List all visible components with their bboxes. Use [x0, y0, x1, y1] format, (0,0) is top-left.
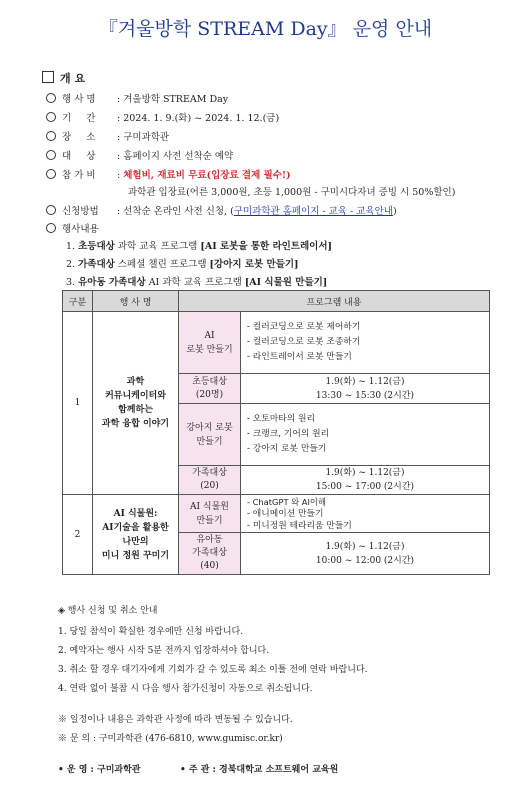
page-title: 『겨울방학 STREAM Day』 운영 안내 — [98, 18, 433, 40]
info-target: 대 상 : 홈페이지 사전 선착순 예약 — [46, 148, 233, 162]
header-category: 구분 — [63, 291, 93, 312]
target-cell: 가족대상 (20) — [179, 466, 241, 495]
info-contents: 행사내용 — [46, 221, 99, 235]
event-name-cell: 과학 커뮤니케이터와 함께하는 과학 융합 이야기 — [93, 312, 179, 495]
notice-title: ◈ 행사 신청 및 취소 안내 — [58, 606, 158, 616]
table-header-row — [63, 291, 490, 312]
row-number: 1 — [63, 312, 93, 495]
homepage-link[interactable]: 구미과학관 홈페이지 - 교육 - 교육안내 — [233, 206, 393, 217]
table-row — [63, 495, 490, 533]
notice-item: 3. 취소 할 경우 대기자에게 기회가 갈 수 있도록 최소 이틀 전에 연락 바랍니다. — [58, 665, 368, 675]
footer-operator: • 운 영 : 구미과학관 — [58, 765, 141, 775]
circle-bullet-icon — [46, 131, 56, 141]
notice-item: 2. 예약자는 행사 시작 5분 전까지 입장하셔야 합니다. — [58, 646, 270, 656]
circle-bullet-icon — [46, 112, 56, 122]
notice-item: 4. 연락 없이 불참 시 다음 행사 참가신청이 자동으로 취소됩니다. — [58, 684, 313, 694]
circle-bullet-icon — [46, 93, 56, 103]
info-period: 기 간 : 2024. 1. 9.(화) ~ 2024. 1. 12.(금) — [46, 110, 279, 124]
row-number: 2 — [63, 495, 93, 575]
event-name-cell: AI 식물원: AI기술을 활용한 나만의 미니 정원 꾸미기 — [93, 495, 179, 575]
info-apply: 신청방법 : 선착순 온라인 사전 신청, (구미과학관 홈페이지 - 교육 - 교육안내) — [46, 203, 397, 217]
schedule-cell: 1.9(화) ~ 1.12(금) 15:00 ~ 17:00 (2시간) — [241, 466, 490, 495]
section-heading — [42, 70, 85, 86]
program-items-cell: - ChatGPT 와 AI이해 - 애니메이션 만들기 - 미니정원 테라리움 만들기 — [241, 495, 490, 533]
program-name-cell: AI 식물원 만들기 — [179, 495, 241, 533]
circle-bullet-icon — [46, 223, 56, 233]
table-row — [63, 312, 490, 374]
header-event: 행 사 명 — [93, 291, 179, 312]
program-name-cell: 강아지 로봇 만들기 — [179, 404, 241, 466]
program-table — [62, 290, 490, 575]
circle-bullet-icon — [46, 150, 56, 160]
target-cell: 유아동 가족대상 (40) — [179, 533, 241, 575]
circle-bullet-icon — [46, 205, 56, 215]
info-event-name: 행 사 명 : 겨울방학 STREAM Day — [46, 91, 228, 105]
remark-contact: ※ 문 의 : 구미과학관 (476-6810, www.gumisc.or.kr) — [58, 734, 283, 744]
schedule-cell: 1.9(화) ~ 1.12(금) 10:00 ~ 12:00 (2시간) — [241, 533, 490, 575]
footer-host: • 주 관 : 경북대학교 소프트웨어 교육원 — [180, 765, 339, 775]
notice-item: 1. 당일 참석이 확실한 경우에만 신청 바랍니다. — [58, 627, 244, 637]
info-fee: 참 가 비 : 체험비, 재료비 무료(입장료 결제 필수!) — [46, 167, 291, 181]
target-cell: 초등대상 (20명) — [179, 374, 241, 404]
header-program: 프로그램 내용 — [179, 291, 490, 312]
section-title: 개 요 — [60, 72, 86, 85]
program-items-cell: - 컬러코딩으로 로봇 제어하기 - 컬러코딩으로 로봇 조종하기 - 라인트레이서 로봇 만들기 — [241, 312, 490, 374]
checkbox-square-icon — [42, 71, 54, 83]
program-line-3: 3. 유아동 가족대상 AI 과학 교육 프로그램 [AI 식물원 만들기] — [66, 277, 328, 288]
program-items-cell: - 오토마타의 원리 - 크랭크, 기어의 원리 - 강아지 로봇 만들기 — [241, 404, 490, 466]
schedule-cell: 1.9(화) ~ 1.12(금) 13:30 ~ 15:30 (2시간) — [241, 374, 490, 404]
program-line-1: 1. 초등대상 과학 교육 프로그램 [AI 로봇을 통한 라인트레이서] — [66, 241, 333, 252]
info-fee-detail: 과학관 입장료(어른 3,000원, 초등 1,000원 - 구미시다자녀 증빙 시 50%할인) — [128, 187, 456, 198]
program-name-cell: AI 로봇 만들기 — [179, 312, 241, 374]
remark-schedule: ※ 일정이나 내용은 과학관 사정에 따라 변동될 수 있습니다. — [58, 715, 293, 725]
info-location: 장 소 : 구미과학관 — [46, 129, 169, 143]
program-line-2: 2. 가족대상 스페셜 챌린 프로그램 [강아지 로봇 만들기] — [66, 259, 299, 270]
circle-bullet-icon — [46, 169, 56, 179]
